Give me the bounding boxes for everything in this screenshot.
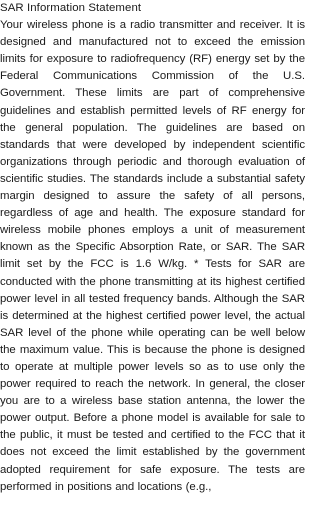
document-title: SAR Information Statement <box>0 2 142 14</box>
document-body-paragraph: Your wireless phone is a radio transmitter and receiver. It is designed and manufactured not to exceed the emission limits for exposure to radiofrequency (RF) energy set by the Federal Communications Commission of the U.S. Government. These limits are part of comprehensive guidelines and establish permitted levels of RF energy for the general population. The guidelines are based on standards that were developed by independent scientific organizations through periodic and thorough evaluation of scientific studies. The standards include a substantial safety margin designed to assure the safety of all persons, regardless of age and health. The exposure standard for wireless mobile phones employs a unit of measurement known as the Specific Absorption Rate, or SAR. The SAR limit set by the FCC is 1.6 W/kg. * Tests for SAR are conducted with the phone transmitting at its highest certified power level in all tested frequency bands. Although the SAR is determined at the highest certified power level, the actual SAR level of the phone while operating can be well below the maximum value. This is because the phone is designed to operate at multiple power levels so as to use only the power required to reach the network. In general, the closer you are to a wireless base station antenna, the lower the power output. Before a phone model is available for sale to the public, it must be tested and certified to the FCC that it does not exceed the limit established by the government adopted requirement for safe exposure. The tests are performed in positions and locations (e.g., <box>0 19 305 493</box>
